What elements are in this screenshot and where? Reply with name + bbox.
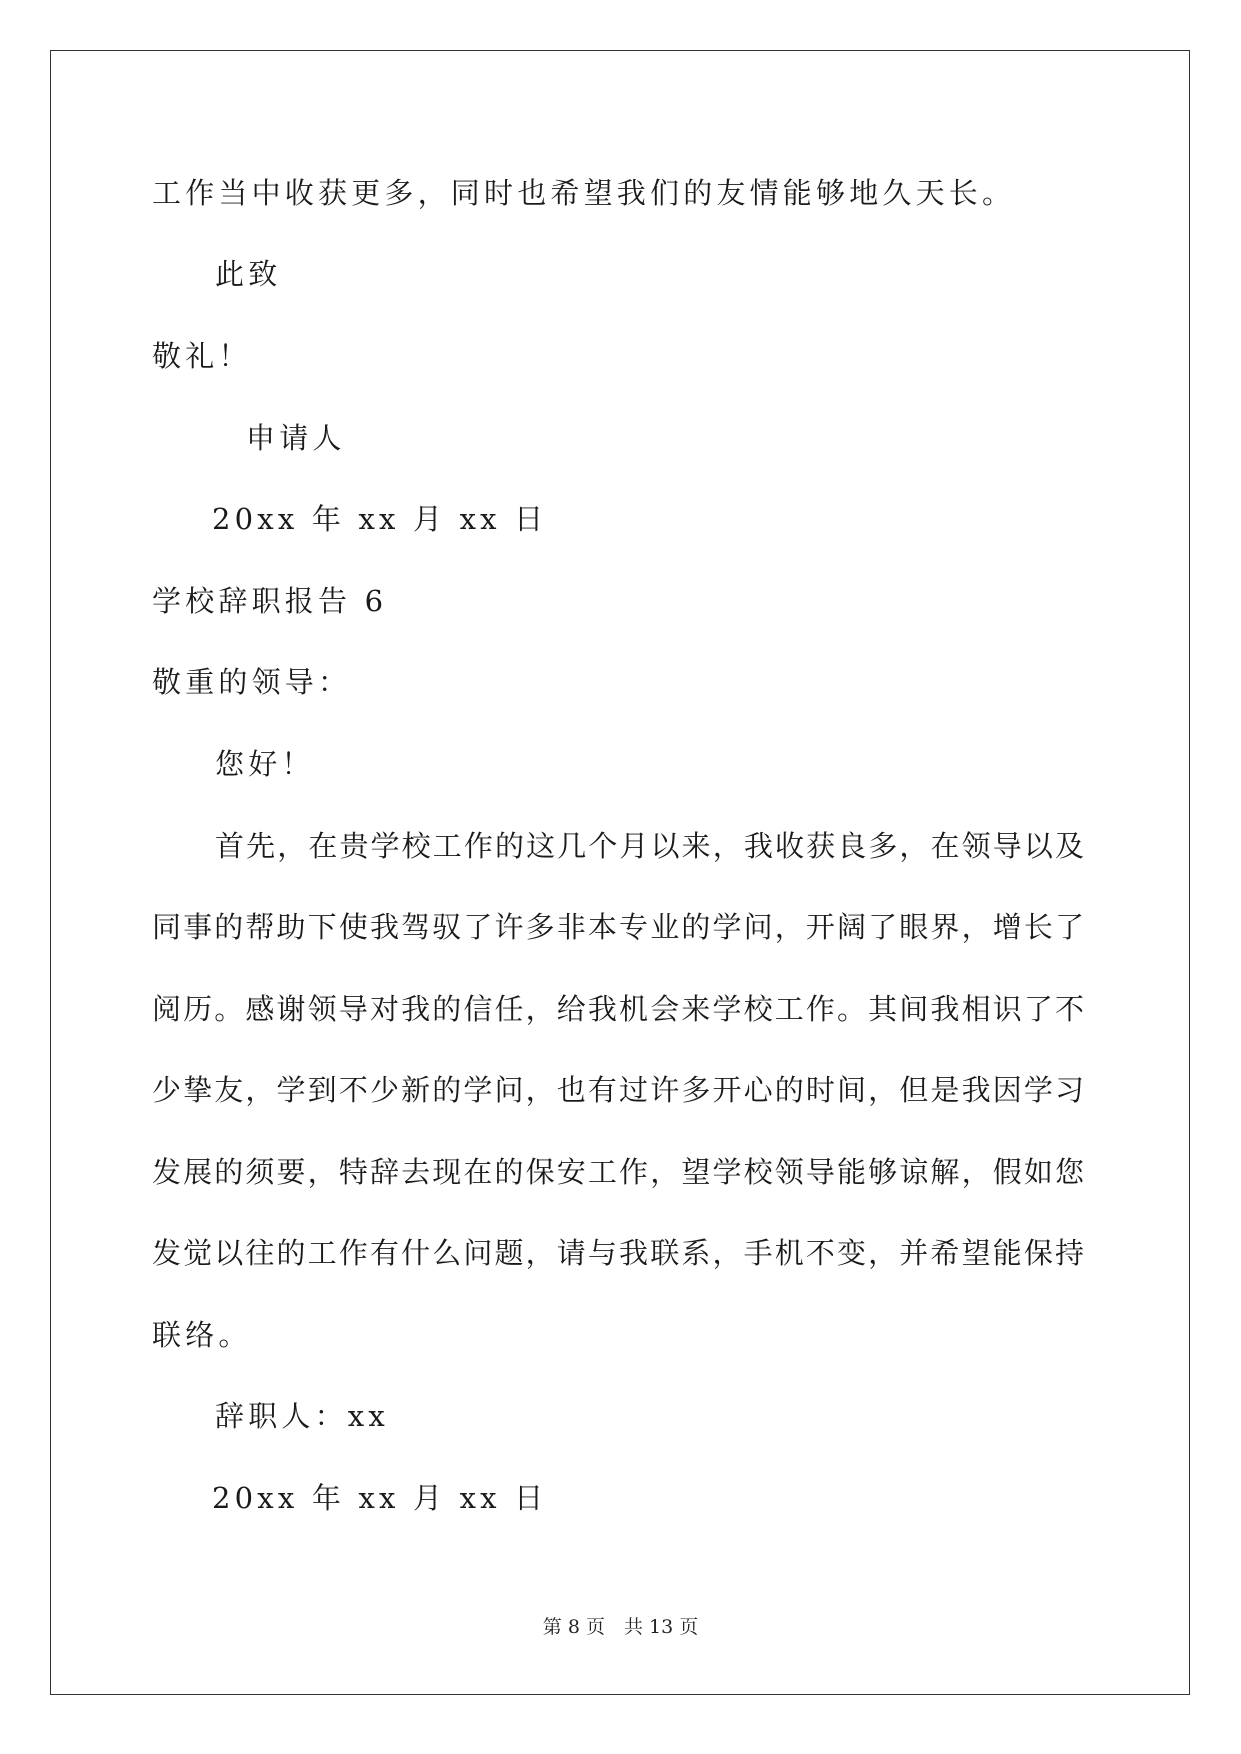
paragraph-line-3: 阅历。感谢领导对我的信任，给我机会来学校工作。其间我相识了不 [152,992,1084,1026]
text-line-hello: 您好！ [215,747,315,781]
text-line-date-2: 20xx 年 xx 月 xx 日 [212,1481,548,1515]
paragraph-line-1: 首先，在贵学校工作的这几个月以来，我收获良多，在领导以及 [215,829,1084,863]
text-line-date-1: 20xx 年 xx 月 xx 日 [212,502,548,536]
section-title: 学校辞职报告 6 [152,584,388,618]
paragraph-line-5: 发展的须要，特辞去现在的保安工作，望学校领导能够谅解，假如您 [152,1155,1084,1189]
paragraph-line-2: 同事的帮助下使我驾驭了许多非本专业的学问，开阔了眼界，增长了 [152,910,1084,944]
paragraph-line-4: 少挚友，学到不少新的学问，也有过许多开心的时间，但是我因学习 [152,1073,1084,1107]
text-line-closing-wish: 工作当中收获更多，同时也希望我们的友情能够地久天长。 [152,176,1016,210]
page-number-footer: 第 8 页 共 13 页 [542,1616,699,1638]
text-line-resigner: 辞职人：xx [215,1399,389,1433]
text-line-greeting: 敬重的领导： [152,665,352,699]
page-border [50,50,1190,1695]
paragraph-line-7: 联络。 [152,1318,252,1352]
text-line-salutation-ci-zhi: 此致 [215,257,282,291]
paragraph-line-6: 发觉以往的工作有什么问题，请与我联系，手机不变，并希望能保持 [152,1236,1084,1270]
text-line-jing-li: 敬礼！ [152,339,252,373]
text-line-applicant: 申请人 [246,421,346,455]
